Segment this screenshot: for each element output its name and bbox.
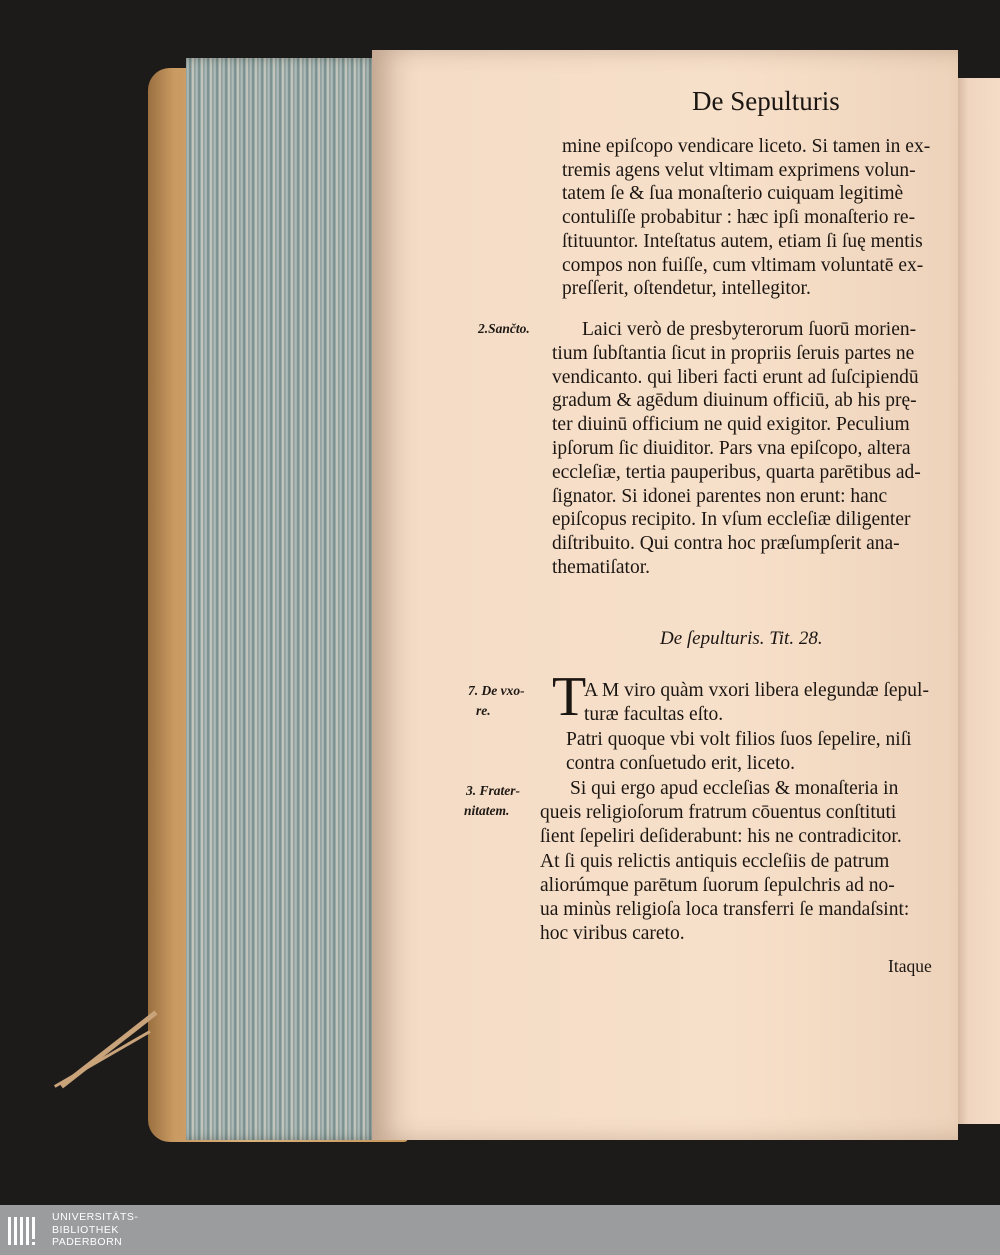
text-line: queis religioſorum fratrum cōuentus conſtituti (540, 803, 897, 824)
text-line: vendicanto. qui liberi facti erunt ad ſuſcipiendū (552, 367, 919, 388)
text-line: tremis agens velut vltimam exprimens volun- (562, 160, 916, 181)
text-line: preſſerit, oſtendetur, intellegitor. (562, 279, 811, 300)
text-line: contuliſſe probabitur : hæc ipſi monaſterio re- (562, 208, 916, 229)
margin-note: nitatem. (464, 803, 510, 818)
initial-letter: T (552, 666, 587, 728)
text-line: turæ facultas eſto. (584, 705, 724, 725)
text-line: ter diuinū officium ne quid exigitor. Peculium (552, 415, 910, 436)
margin-note: 3. Frater- (466, 783, 520, 798)
facing-page (952, 78, 1000, 1124)
text-line: ua minùs religioſa loca transferri ſe mandaſsint: (540, 900, 910, 920)
text-line: tatem ſe & ſua monaſterio cuiquam legitimè (562, 184, 904, 205)
margin-note: 7. De vxo- (468, 683, 525, 698)
library-line-1: UNIVERSITÄTS- (52, 1211, 139, 1223)
text-line: epiſcopus recipito. In vſum eccleſiæ diligenter (552, 510, 911, 531)
section-title: De ſepulturis. Tit. 28. (660, 628, 823, 649)
text-line: contra conſuetudo erit, liceto. (566, 754, 796, 774)
margin-note: re. (476, 703, 491, 718)
text-line: Si qui ergo apud eccleſias & monaſteria in (570, 779, 899, 799)
text-line: ſtituuntor. Inteſtatus autem, etiam ſi ſuę mentis (562, 231, 923, 252)
ribbon-bookmark-2 (54, 1030, 151, 1088)
library-logo-icon (6, 1213, 46, 1249)
library-line-2: BIBLIOTHEK (52, 1223, 119, 1236)
text-line: Laici verò de presbyterorum ſuorū morien- (582, 320, 917, 340)
catchword: Itaque (888, 956, 932, 976)
text-line: aliorúmque parētum ſuorum ſepulchris ad no- (540, 875, 895, 896)
text-line: ipſorum ſic diuiditor. Pars vna epiſcopo, altera (552, 439, 911, 459)
text-line: compos non fuiſſe, cum vltimam voluntatē ex- (562, 255, 924, 276)
text-line: eccleſiæ, tertia pauperibus, quarta parētibus ad- (552, 462, 921, 483)
page-edges (186, 58, 380, 1140)
text-line: At ſi quis relictis antiquis eccleſiis de patrum (540, 851, 890, 872)
text-line: Patri quoque vbi volt filios ſuos ſepelire, niſi (566, 730, 912, 750)
library-name (52, 1211, 138, 1249)
text-line: mine epiſcopo vendicare liceto. Si tamen in ex- (562, 137, 931, 157)
text-line: ſient ſepeliri deſiderabunt: his ne contradicitor. (540, 827, 902, 848)
margin-note: 2.Sančto. (478, 321, 530, 336)
text-line: thematiſator. (552, 558, 651, 578)
library-footer-bar (0, 1205, 1000, 1255)
text-line: diſtribuito. Qui contra hoc præſumpſerit ana- (552, 534, 900, 555)
text-line: hoc viribus careto. (540, 924, 685, 945)
text-line: ſignator. Si idonei parentes non erunt: hanc (552, 486, 888, 507)
library-line-3: PADERBORN (52, 1236, 123, 1248)
text-line: A M viro quàm vxori libera elegundæ ſepul- (584, 681, 929, 701)
text-line: gradum & agēdum diuinum officiū, ab his prę- (552, 391, 917, 412)
running-header: De Sepulturis (692, 86, 840, 116)
text-line: tium ſubſtantia ſicut in propriis ſeruis partes ne (552, 343, 915, 364)
